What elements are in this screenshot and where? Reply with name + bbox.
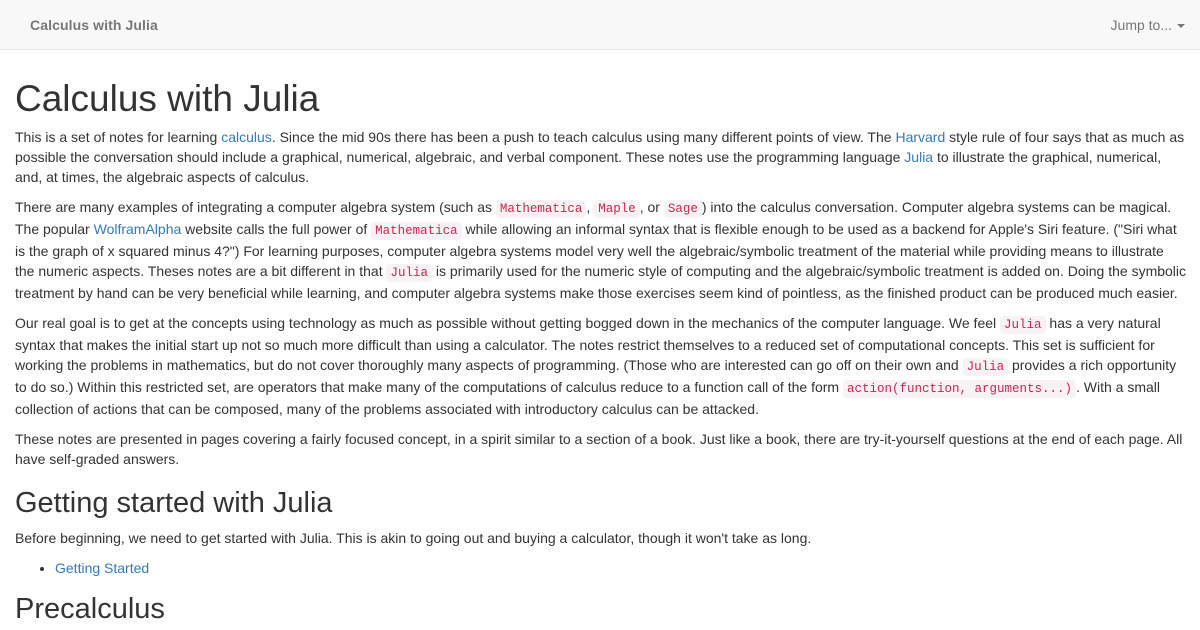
intro-text-1: This is a set of notes for learning [15, 129, 222, 145]
page-title: Calculus with Julia [15, 78, 320, 119]
cas-text-6: while allowing an informal syntax that is flexible enough to be used as a backend for Apple's Siri feature. ("Siri what is the graph of x squared minus 4?") For learning purposes, computer algebra systems model very well the algebraic/symbolic treatment of the material while providing means to illustrate the numeric aspects. Theses notes are a bit different in that [15, 221, 1177, 279]
code-mathematica: Mathematica [496, 200, 587, 218]
cas-text-5: website calls the full power of [181, 221, 372, 237]
navbar-brand-link[interactable]: Calculus with Julia [30, 17, 158, 33]
precalculus-heading: Precalculus [15, 593, 165, 625]
getting-started-text: Before beginning, we need to get started with Julia. This is akin to going out and buying a calculator, though it won't take as long. [15, 530, 812, 546]
code-julia: Julia [386, 264, 432, 282]
cas-text-7: is primarily used for the numeric style of computing and the algebraic/symbolic treatment is added on. Doing the symbolic treatment by hand can be very beneficial while learning, and computer algebra systems make those exercises seem kind of pointless, as the finished product can be produced much easier. [15, 263, 1187, 301]
list-item [55, 558, 1187, 578]
goal-paragraph [15, 313, 1187, 419]
getting-started-list [15, 558, 1187, 578]
caret-down-icon [1177, 24, 1185, 28]
intro-text-3: style rule of four says that as much as possible the conversation should include a graphical, numerical, algebraic, and verbal component. These notes use the programming language [15, 129, 1185, 165]
code-mathematica-2: Mathematica [371, 222, 462, 240]
cas-text-1: There are many examples of integrating a computer algebra system (such as [15, 199, 496, 215]
jump-to-label: Jump to... [1110, 17, 1172, 33]
jump-to-dropdown[interactable] [1111, 15, 1185, 35]
cas-paragraph [15, 197, 1187, 303]
intro-text-4: to illustrate the graphical, numerical, and, at times, the algebraic aspects of calculus. [15, 149, 1162, 185]
code-action: action(function, arguments...) [843, 380, 1076, 398]
intro-text-2: . Since the mid 90s there has been a push to teach calculus using many different points of view. The [271, 129, 896, 145]
intro-paragraph [15, 127, 1187, 187]
getting-started-heading: Getting started with Julia [15, 487, 333, 519]
code-maple: Maple [594, 200, 640, 218]
cas-text-4: ) into the calculus conversation. Computer algebra systems can be magical. The popular [15, 199, 1172, 237]
pages-paragraph: These notes are presented in pages covering a fairly focused concept, in a spirit similar to a section of a book. Just like a book, there are try-it-yourself questions at the end of each page. All have self-graded answers. [15, 431, 1183, 467]
goal-text-4: . With a small collection of actions that can be composed, many of the problems associated with introductory calculus can be attacked. [15, 379, 1161, 417]
code-julia-goal-2: Julia [963, 358, 1009, 376]
wolframalpha-link[interactable]: WolframAlpha [93, 221, 182, 237]
code-sage: Sage [664, 200, 702, 218]
top-navbar [0, 0, 1200, 50]
main-content [15, 51, 1187, 630]
cas-text-3: , or [639, 199, 664, 215]
goal-text-3: provides a rich opportunity to do so.) Within this restricted set, are operators that make many of the computations of calculus reduce to a function call of the form [15, 357, 1177, 395]
code-julia-goal: Julia [1000, 316, 1046, 334]
goal-text-1: Our real goal is to get at the concepts using technology as much as possible without getting bogged down in the mechanics of the computer language. We feel [15, 315, 1001, 331]
cas-text-2: , [586, 199, 595, 215]
goal-text-2: has a very natural syntax that makes the initial start up not so much more difficult than using a calculator. The notes restrict themselves to a reduced set of computational concepts. This set is sufficient for working the problems in mathematics, but do not cover thoroughly many aspects of programming. (Those who are interested can go off on their own and [15, 315, 1161, 373]
harvard-link[interactable]: Harvard [895, 129, 946, 145]
getting-started-link[interactable]: Getting Started [55, 560, 150, 576]
julia-link[interactable]: Julia [904, 149, 934, 165]
calculus-link[interactable]: calculus [221, 129, 272, 145]
